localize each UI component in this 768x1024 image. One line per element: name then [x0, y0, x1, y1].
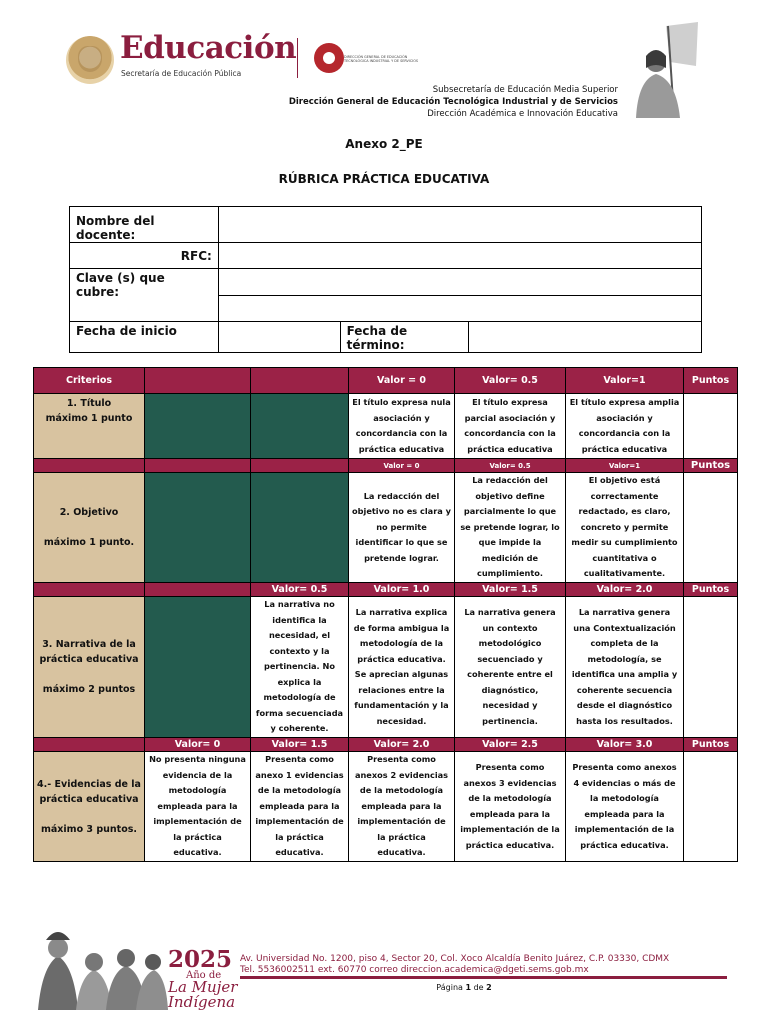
document-title: Anexo 2_PE — [345, 137, 423, 151]
subheader-valor-15: Valor= 1.5 — [455, 583, 566, 597]
criterion-3-valor-20: La narrativa genera una Contextualización completa de la metodología, se identifica una amplia y coherente secuencia desde el diagnóstico hasta los resultados. — [566, 597, 684, 738]
input-rfc[interactable] — [218, 243, 701, 269]
criterion-1-label: 1. Título máximo 1 punto — [34, 394, 145, 459]
document-subtitle: RÚBRICA PRÁCTICA EDUCATIVA — [278, 172, 490, 186]
disabled-cell — [251, 394, 349, 459]
subheader-valor-0: Valor= 0 — [145, 738, 251, 752]
subheader-empty — [145, 583, 251, 597]
criterion-4-valor-0: No presenta ninguna evidencia de la metodología empleada para la implementación de la práctica educativa. — [145, 752, 251, 862]
header-empty — [145, 368, 251, 394]
criterion-1-valor-1: El título expresa amplia asociación y concordancia con la práctica educativa — [566, 394, 684, 459]
criterion-4-valor-30: Presenta como anexos 4 evidencias o más de la metodología empleada para la implementación de la práctica educativa. — [566, 752, 684, 862]
subheader-valor-20: Valor= 2.0 — [349, 738, 455, 752]
sep-brand-sub: Secretaría de Educación Pública — [121, 69, 242, 78]
subheader-valor-1: Valor=1 — [566, 459, 684, 473]
criterion-4-valor-25: Presenta como anexos 3 evidencias de la metodología empleada para la implementación de la práctica educativa. — [455, 752, 566, 862]
header-divider — [297, 38, 298, 78]
criterion-4-label: 4.- Evidencias de la práctica educativa máximo 3 puntos. — [34, 752, 145, 862]
header-line-2: Dirección General de Educación Tecnológica Industrial y de Servicios — [288, 97, 618, 107]
subheader-puntos: Puntos — [684, 738, 738, 752]
header-valor-1: Valor=1 — [566, 368, 684, 394]
year-2025: 2025 — [168, 946, 233, 973]
dgeti-logo-text: DIRECCIÓN GENERAL DE EDUCACIÓN TECNOLÓGICA INDUSTRIAL Y DE SERVICIOS — [344, 55, 419, 63]
criterion-2-label: 2. Objetivo máximo 1 punto. — [34, 473, 145, 583]
criterion-3-puntos-input[interactable] — [684, 597, 738, 738]
input-clave-1[interactable] — [218, 269, 701, 296]
subheader-empty — [145, 459, 251, 473]
subheader-valor-20: Valor= 2.0 — [566, 583, 684, 597]
page-of-label: de — [471, 983, 487, 992]
header-institution-lines — [289, 84, 618, 120]
criterion-1-valor-05: El título expresa parcial asociación y concordancia con la práctica educativa — [455, 394, 566, 459]
label-rfc: RFC: — [70, 243, 219, 269]
subheader-puntos: Puntos — [684, 583, 738, 597]
subheader-empty — [34, 738, 145, 752]
heroine-portrait-icon — [622, 22, 702, 118]
criterion-1-puntos-input[interactable] — [684, 394, 738, 459]
header-line-1: Subsecretaría de Educación Media Superior — [432, 85, 618, 95]
teacher-form — [69, 206, 702, 353]
disabled-cell — [251, 473, 349, 583]
disabled-cell — [145, 394, 251, 459]
criterion-4-valor-15: Presenta como anexo 1 evidencias de la metodología empleada para la implementación de la práctica educativa. — [251, 752, 349, 862]
subheader-valor-15: Valor= 1.5 — [251, 738, 349, 752]
page-label: Página — [436, 983, 466, 992]
subheader-empty — [251, 459, 349, 473]
criterion-3-valor-05: La narrativa no identifica la necesidad, el contexto y la pertinencia. No explica la metodología de forma secuenciada y coherente. — [251, 597, 349, 738]
header-valor-0: Valor = 0 — [349, 368, 455, 394]
page-total: 2 — [486, 983, 492, 992]
subheader-valor-30: Valor= 3.0 — [566, 738, 684, 752]
criterion-3-label: 3. Narrativa de la práctica educativa máximo 2 puntos — [34, 597, 145, 738]
input-termino[interactable] — [469, 322, 702, 353]
criterion-3-valor-15: La narrativa genera un contexto metodológico secuenciado y coherente entre el diagnóstico, necesidad y pertinencia. — [455, 597, 566, 738]
subheader-valor-05: Valor= 0.5 — [251, 583, 349, 597]
dgeti-gear-icon — [314, 43, 344, 73]
criterion-1-valor-0: El título expresa nula asociación y concordancia con la práctica educativa — [349, 394, 455, 459]
year-theme: La Mujer Indígena — [168, 978, 238, 1011]
criterion-4-valor-20: Presenta como anexos 2 evidencias de la metodología empleada para la implementación de la práctica educativa. — [349, 752, 455, 862]
footer-address — [240, 954, 669, 976]
rubric-table — [33, 367, 738, 862]
label-docente: Nombre del docente: — [70, 207, 219, 243]
label-termino: Fecha de término: — [340, 322, 469, 353]
input-clave-2[interactable] — [218, 296, 701, 322]
footer-rule — [240, 976, 727, 979]
label-clave: Clave (s) que cubre: — [70, 269, 219, 322]
criterion-3-valor-10: La narrativa explica de forma ambigua la metodología de la práctica educativa. Se aprecian algunas relaciones entre la fundamentación y la necesidad. — [349, 597, 455, 738]
criterion-2-valor-0: La redacción del objetivo no es clara y no permite identificar lo que se pretende lograr. — [349, 473, 455, 583]
criterion-2-valor-1: El objetivo está correctamente redactado, es claro, concreto y permite medir su cumplimiento cuantitativa o cualitativamente. — [566, 473, 684, 583]
subheader-valor-10: Valor= 1.0 — [349, 583, 455, 597]
page-number — [0, 983, 768, 992]
page-current: 1 — [465, 983, 472, 992]
subheader-valor-0: Valor = 0 — [349, 459, 455, 473]
subheader-valor-05: Valor= 0.5 — [455, 459, 566, 473]
input-inicio[interactable] — [218, 322, 340, 353]
footer-address-line-2: Tel. 5536002511 ext. 60770 correo direccion.academica@dgeti.sems.gob.mx — [240, 965, 589, 975]
subheader-empty — [34, 583, 145, 597]
footer-address-line-1: Av. Universidad No. 1200, piso 4, Sector 20, Col. Xoco Alcaldía Benito Juárez, C.P. 03330, CDMX — [240, 954, 670, 964]
header-empty — [251, 368, 349, 394]
criterion-2-puntos-input[interactable] — [684, 473, 738, 583]
header-criterios: Criterios — [34, 368, 145, 394]
header-valor-05: Valor= 0.5 — [455, 368, 566, 394]
header-line-3: Dirección Académica e Innovación Educativa — [427, 109, 618, 119]
mexico-seal-icon — [66, 36, 114, 84]
disabled-cell — [145, 597, 251, 738]
sep-brand: Educación — [120, 30, 297, 66]
subheader-empty — [34, 459, 145, 473]
header-puntos: Puntos — [684, 368, 738, 394]
criterion-4-puntos-input[interactable] — [684, 752, 738, 862]
subheader-puntos: Puntos — [684, 459, 738, 473]
disabled-cell — [145, 473, 251, 583]
subheader-valor-25: Valor= 2.5 — [455, 738, 566, 752]
input-docente[interactable] — [218, 207, 701, 243]
criterion-2-valor-05: La redacción del objetivo define parcialmente lo que se pretende lograr, lo que impide la medición de cumplimiento. — [455, 473, 566, 583]
label-inicio: Fecha de inicio — [70, 322, 219, 353]
year-of-label: Año de — [186, 970, 222, 981]
